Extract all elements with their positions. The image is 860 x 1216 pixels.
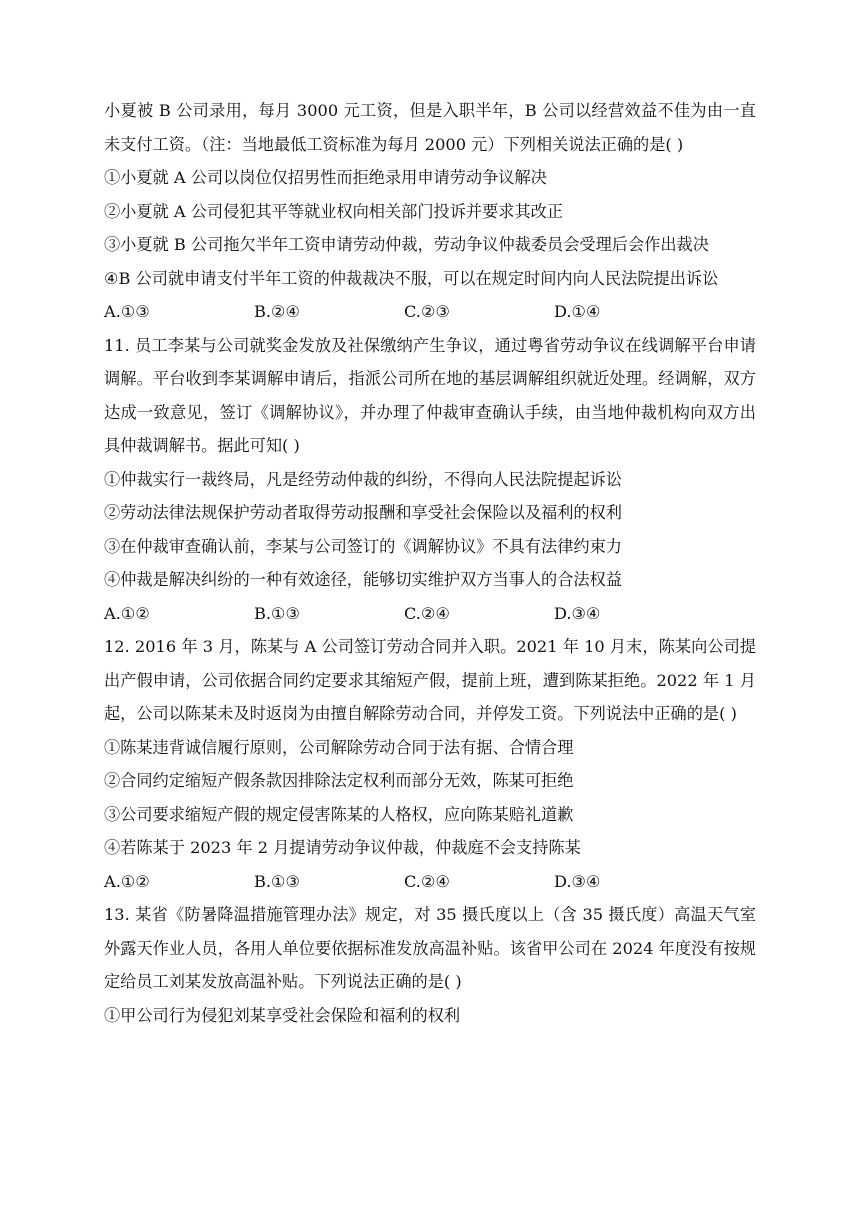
choice-a: A.①② bbox=[104, 603, 150, 623]
question-11-choices bbox=[104, 597, 756, 631]
question-13 bbox=[104, 898, 756, 1032]
question-11-stem: 11. 员工李某与公司就奖金发放及社保缴纳产生争议，通过粤省劳动争议在线调解平台申请调解。平台收到李某调解申请后，指派公司所在地的基层调解组织就近处理。经调解，双方达成一致意见，签订《调解协议》，并办理了仲裁审查确认手续，由当地仲裁机构向双方出具仲裁调解书。据此可知( ) bbox=[104, 335, 756, 455]
question-12-option-4: ④若陈某于 2023 年 2 月提请劳动争议仲裁，仲裁庭不会支持陈某 bbox=[104, 838, 581, 857]
question-10 bbox=[104, 94, 756, 329]
question-11-option-2: ②劳动法律法规保护劳动者取得劳动报酬和享受社会保险以及福利的权利 bbox=[104, 503, 622, 522]
question-12 bbox=[104, 630, 756, 898]
question-10-stem: 小夏被 B 公司录用，每月 3000 元工资，但是入职半年，B 公司以经营效益不佳为由一直未支付工资。（注：当地最低工资标准为每月 2000 元）下列相关说法正确的是( ) bbox=[104, 101, 756, 154]
choice-d: D.③④ bbox=[554, 603, 601, 623]
choice-b: B.①③ bbox=[254, 603, 301, 623]
question-12-option-1: ①陈某违背诚信履行原则，公司解除劳动合同于法有据、合情合理 bbox=[104, 737, 574, 757]
question-10-option-4: ④B 公司就申请支付半年工资的仲裁裁决不服，可以在规定时间内向人民法院提出诉讼 bbox=[104, 268, 719, 288]
choice-a: A.①③ bbox=[104, 302, 150, 321]
question-10-option-3: ③小夏就 B 公司拖欠半年工资申请劳动仲裁，劳动争议仲裁委员会受理后会作出裁决 bbox=[104, 235, 709, 254]
choice-c: C.②④ bbox=[404, 603, 450, 623]
choice-d: D.③④ bbox=[554, 871, 601, 891]
question-11-option-3: ③在仲裁审查确认前，李某与公司签订的《调解协议》不具有法律约束力 bbox=[104, 536, 622, 556]
question-12-choices bbox=[104, 865, 756, 899]
question-10-option-2: ②小夏就 A 公司侵犯其平等就业权向相关部门投诉并要求其改正 bbox=[104, 201, 564, 221]
question-11 bbox=[104, 329, 756, 631]
choice-c: C.②③ bbox=[404, 302, 450, 321]
question-12-option-3: ③公司要求缩短产假的规定侵害陈某的人格权，应向陈某赔礼道歉 bbox=[104, 804, 574, 824]
choice-a: A.①② bbox=[104, 871, 150, 891]
choice-d: D.①④ bbox=[554, 302, 601, 321]
question-13-stem: 13. 某省《防暑降温措施管理办法》规定，对 35 摄氏度以上（含 35 摄氏度）高温天气室外露天作业人员，各用人单位要依据标准发放高温补贴。该省甲公司在 2024 年度没有按规定给员工刘某发放高温补贴。下列说法正确的是( ) bbox=[104, 905, 756, 991]
question-10-choices bbox=[104, 295, 756, 329]
question-11-option-1: ①仲裁实行一裁终局，凡是经劳动仲裁的纠纷，不得向人民法院提起诉讼 bbox=[104, 469, 622, 489]
question-10-option-1: ①小夏就 A 公司以岗位仅招男性而拒绝录用申请劳动争议解决 bbox=[104, 168, 547, 187]
question-11-option-4: ④仲裁是解决纠纷的一种有效途径，能够切实维护双方当事人的合法权益 bbox=[104, 570, 622, 589]
choice-b: B.①③ bbox=[254, 871, 301, 891]
choice-c: C.②④ bbox=[404, 871, 450, 891]
question-13-option-1: ①甲公司行为侵犯刘某享受社会保险和福利的权利 bbox=[104, 1005, 461, 1025]
exam-page bbox=[104, 94, 756, 1032]
question-12-stem: 12. 2016 年 3 月，陈某与 A 公司签订劳动合同并入职。2021 年 10 月末，陈某向公司提出产假申请，公司依据合同约定要求其缩短产假，提前上班，遭到陈某拒绝。2022 年 1 月起，公司以陈某未及时返岗为由擅自解除劳动合同，并停发工资。下列说法中正确的是( ) bbox=[104, 637, 756, 723]
choice-b: B.②④ bbox=[254, 302, 301, 321]
question-12-option-2: ②合同约定缩短产假条款因排除法定权利而部分无效，陈某可拒绝 bbox=[104, 771, 574, 790]
